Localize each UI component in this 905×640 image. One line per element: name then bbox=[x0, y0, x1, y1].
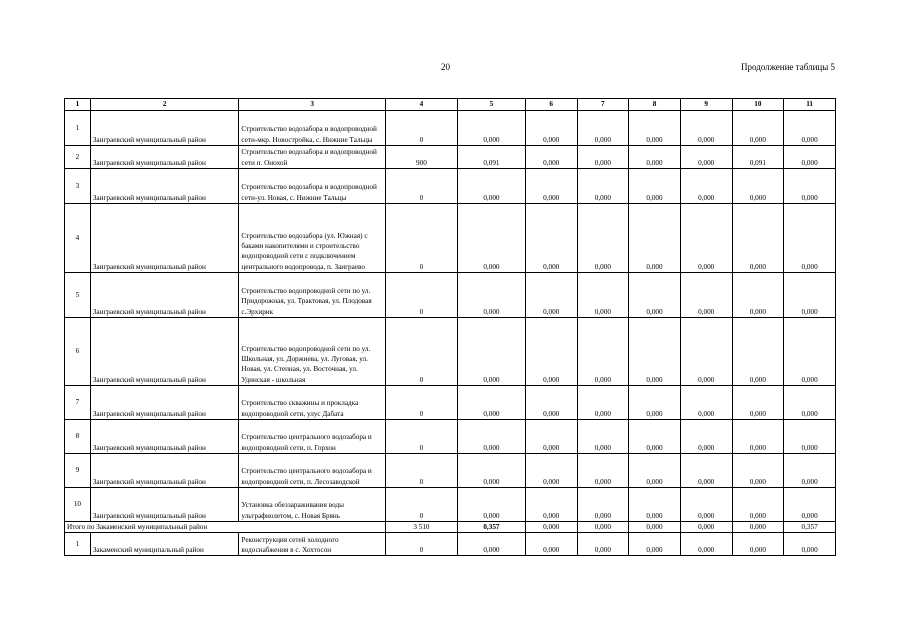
row-number: 10 bbox=[65, 488, 91, 522]
value-cell: 0 bbox=[385, 454, 457, 488]
row-number: 7 bbox=[65, 386, 91, 420]
district-cell: Закаменский муниципальный район bbox=[90, 533, 239, 556]
column-header: 4 bbox=[385, 99, 457, 111]
value-cell: 0,000 bbox=[525, 420, 577, 454]
row-number: 1 bbox=[65, 111, 91, 146]
value-cell: 0,000 bbox=[784, 146, 836, 169]
total-cell: 0,000 bbox=[577, 522, 629, 533]
value-cell: 0,000 bbox=[680, 533, 732, 556]
value-cell: 0 bbox=[385, 169, 457, 204]
district-cell: Заиграевский муниципальный район bbox=[90, 146, 239, 169]
value-cell: 0,000 bbox=[784, 204, 836, 273]
value-cell: 0,000 bbox=[784, 488, 836, 522]
value-cell: 0,000 bbox=[525, 273, 577, 318]
district-cell: Заиграевский муниципальный район bbox=[90, 111, 239, 146]
value-cell: 0,000 bbox=[629, 454, 681, 488]
value-cell: 0,000 bbox=[525, 488, 577, 522]
value-cell: 0,000 bbox=[577, 146, 629, 169]
district-cell: Заиграевский муниципальный район bbox=[90, 420, 239, 454]
value-cell: 0,000 bbox=[458, 420, 526, 454]
column-header: 6 bbox=[525, 99, 577, 111]
value-cell: 0,091 bbox=[458, 146, 526, 169]
district-cell: Заиграевский муниципальный район bbox=[90, 488, 239, 522]
project-cell: Строительство водопроводной сети по ул. Придорожная, ул. Трактовая, ул. Плодовая с.Эрхирик bbox=[239, 273, 385, 318]
value-cell: 0,000 bbox=[577, 318, 629, 386]
total-label: Итого по Закаменский муниципальный район bbox=[65, 522, 386, 533]
value-cell: 0,000 bbox=[732, 204, 784, 273]
value-cell: 0,000 bbox=[784, 169, 836, 204]
value-cell: 0,000 bbox=[629, 533, 681, 556]
table-row bbox=[65, 169, 836, 204]
value-cell: 0,000 bbox=[629, 420, 681, 454]
value-cell: 0,000 bbox=[629, 204, 681, 273]
value-cell: 0,000 bbox=[577, 386, 629, 420]
value-cell: 0,000 bbox=[525, 318, 577, 386]
total-row bbox=[65, 522, 836, 533]
table-row bbox=[65, 273, 836, 318]
value-cell: 0,000 bbox=[629, 318, 681, 386]
district-cell: Заиграевский муниципальный район bbox=[90, 204, 239, 273]
row-number: 4 bbox=[65, 204, 91, 273]
value-cell: 0,000 bbox=[680, 488, 732, 522]
table-continuation-note: Продолжение таблицы 5 bbox=[741, 62, 835, 72]
column-header: 5 bbox=[458, 99, 526, 111]
table-row bbox=[65, 146, 836, 169]
value-cell: 0 bbox=[385, 204, 457, 273]
total-cell: 0,000 bbox=[680, 522, 732, 533]
page-number: 20 bbox=[441, 62, 450, 72]
district-cell: Заиграевский муниципальный район bbox=[90, 169, 239, 204]
value-cell: 0,000 bbox=[680, 169, 732, 204]
value-cell: 0,000 bbox=[629, 146, 681, 169]
value-cell: 0,000 bbox=[784, 533, 836, 556]
value-cell: 0,000 bbox=[680, 454, 732, 488]
project-cell: Строительство скважины и прокладка водопроводной сети, улус Дабата bbox=[239, 386, 385, 420]
value-cell: 0,000 bbox=[732, 454, 784, 488]
column-header: 10 bbox=[732, 99, 784, 111]
data-table bbox=[64, 98, 836, 556]
value-cell: 0,000 bbox=[458, 273, 526, 318]
project-cell: Строительство водозабора и водопроводной сети п. Онохой bbox=[239, 146, 385, 169]
value-cell: 0,000 bbox=[525, 533, 577, 556]
row-number: 6 bbox=[65, 318, 91, 386]
district-cell: Заиграевский муниципальный район bbox=[90, 454, 239, 488]
value-cell: 0,000 bbox=[577, 454, 629, 488]
value-cell: 0,000 bbox=[680, 420, 732, 454]
district-cell: Заиграевский муниципальный район bbox=[90, 273, 239, 318]
value-cell: 0,000 bbox=[784, 111, 836, 146]
value-cell: 0,000 bbox=[784, 420, 836, 454]
value-cell: 0,000 bbox=[732, 318, 784, 386]
value-cell: 0,000 bbox=[525, 386, 577, 420]
value-cell: 0,000 bbox=[629, 386, 681, 420]
header-row bbox=[65, 99, 836, 111]
value-cell: 0 bbox=[385, 488, 457, 522]
value-cell: 0,000 bbox=[680, 111, 732, 146]
value-cell: 0,000 bbox=[680, 386, 732, 420]
table-row bbox=[65, 386, 836, 420]
total-cell: 0,000 bbox=[629, 522, 681, 533]
value-cell: 0,000 bbox=[732, 533, 784, 556]
value-cell: 0,000 bbox=[525, 111, 577, 146]
table-row bbox=[65, 318, 836, 386]
value-cell: 0,000 bbox=[577, 488, 629, 522]
value-cell: 0,000 bbox=[577, 273, 629, 318]
value-cell: 0,000 bbox=[458, 318, 526, 386]
value-cell: 0,000 bbox=[732, 488, 784, 522]
table-row bbox=[65, 454, 836, 488]
value-cell: 0,000 bbox=[732, 386, 784, 420]
value-cell: 0,000 bbox=[525, 169, 577, 204]
project-cell: Строительство водозабора и водопроводной сети-мкр. Новостройка, с. Нижние Тальцы bbox=[239, 111, 385, 146]
value-cell: 0,000 bbox=[629, 488, 681, 522]
total-cell: 0,357 bbox=[458, 522, 526, 533]
value-cell: 0 bbox=[385, 533, 457, 556]
table-body bbox=[65, 111, 836, 556]
value-cell: 0,000 bbox=[732, 169, 784, 204]
value-cell: 0,000 bbox=[458, 533, 526, 556]
value-cell: 0,000 bbox=[525, 454, 577, 488]
value-cell: 0 bbox=[385, 111, 457, 146]
value-cell: 0,000 bbox=[525, 204, 577, 273]
project-cell: Установка обеззараживания воды ультрафиолетом, с. Новая Брянь bbox=[239, 488, 385, 522]
value-cell: 900 bbox=[385, 146, 457, 169]
value-cell: 0,000 bbox=[629, 111, 681, 146]
value-cell: 0,000 bbox=[577, 420, 629, 454]
column-header: 3 bbox=[239, 99, 385, 111]
project-cell: Строительство водопроводной сети по ул. Школьная, ул. Доржиева, ул. Луговая, ул. Новая, ул. Степная, ул. Восточная, ул. Удинская - школьная bbox=[239, 318, 385, 386]
row-number: 3 bbox=[65, 169, 91, 204]
value-cell: 0,000 bbox=[680, 204, 732, 273]
value-cell: 0,000 bbox=[784, 454, 836, 488]
value-cell: 0 bbox=[385, 273, 457, 318]
column-header: 7 bbox=[577, 99, 629, 111]
row-number: 5 bbox=[65, 273, 91, 318]
value-cell: 0,000 bbox=[629, 169, 681, 204]
column-header: 2 bbox=[90, 99, 239, 111]
district-cell: Заиграевский муниципальный район bbox=[90, 318, 239, 386]
project-cell: Строительство центрального водозабора и водопроводной сети, п. Лесозаводской bbox=[239, 454, 385, 488]
table-row bbox=[65, 420, 836, 454]
table-row bbox=[65, 204, 836, 273]
column-header: 11 bbox=[784, 99, 836, 111]
project-cell: Реконструкция сетей холодного водоснабжения в с. Хохтосон bbox=[239, 533, 385, 556]
value-cell: 0,091 bbox=[732, 146, 784, 169]
value-cell: 0,000 bbox=[525, 146, 577, 169]
value-cell: 0,000 bbox=[458, 204, 526, 273]
table-row bbox=[65, 533, 836, 556]
table-row bbox=[65, 488, 836, 522]
value-cell: 0,000 bbox=[629, 273, 681, 318]
value-cell: 0,000 bbox=[458, 454, 526, 488]
value-cell: 0,000 bbox=[577, 533, 629, 556]
value-cell: 0 bbox=[385, 420, 457, 454]
project-cell: Строительство водозабора (ул. Южная) с баками накопителями и строительство водопроводной сети с подключением центрального водопровода, п. Заиграево bbox=[239, 204, 385, 273]
value-cell: 0 bbox=[385, 386, 457, 420]
district-cell: Заиграевский муниципальный район bbox=[90, 386, 239, 420]
row-number: 9 bbox=[65, 454, 91, 488]
value-cell: 0,000 bbox=[784, 318, 836, 386]
value-cell: 0,000 bbox=[458, 488, 526, 522]
total-cell: 0,000 bbox=[732, 522, 784, 533]
row-number: 8 bbox=[65, 420, 91, 454]
value-cell: 0,000 bbox=[458, 111, 526, 146]
total-cell: 0,357 bbox=[784, 522, 836, 533]
total-cell: 3 510 bbox=[385, 522, 457, 533]
value-cell: 0,000 bbox=[577, 111, 629, 146]
value-cell: 0,000 bbox=[784, 273, 836, 318]
value-cell: 0,000 bbox=[458, 169, 526, 204]
value-cell: 0,000 bbox=[680, 146, 732, 169]
project-cell: Строительство водозабора и водопроводной сети-ул. Новая, с. Нижние Тальцы bbox=[239, 169, 385, 204]
column-header: 9 bbox=[680, 99, 732, 111]
value-cell: 0,000 bbox=[784, 386, 836, 420]
row-number: 2 bbox=[65, 146, 91, 169]
column-header: 8 bbox=[629, 99, 681, 111]
total-cell: 0,000 bbox=[525, 522, 577, 533]
value-cell: 0,000 bbox=[732, 111, 784, 146]
value-cell: 0,000 bbox=[577, 169, 629, 204]
column-header: 1 bbox=[65, 99, 91, 111]
value-cell: 0,000 bbox=[577, 204, 629, 273]
value-cell: 0,000 bbox=[458, 386, 526, 420]
value-cell: 0,000 bbox=[680, 273, 732, 318]
row-number: 1 bbox=[65, 533, 91, 556]
value-cell: 0,000 bbox=[732, 273, 784, 318]
table-row bbox=[65, 111, 836, 146]
value-cell: 0,000 bbox=[680, 318, 732, 386]
value-cell: 0 bbox=[385, 318, 457, 386]
value-cell: 0,000 bbox=[732, 420, 784, 454]
project-cell: Строительство центрального водозабора и водопроводной сети, п. Горхон bbox=[239, 420, 385, 454]
